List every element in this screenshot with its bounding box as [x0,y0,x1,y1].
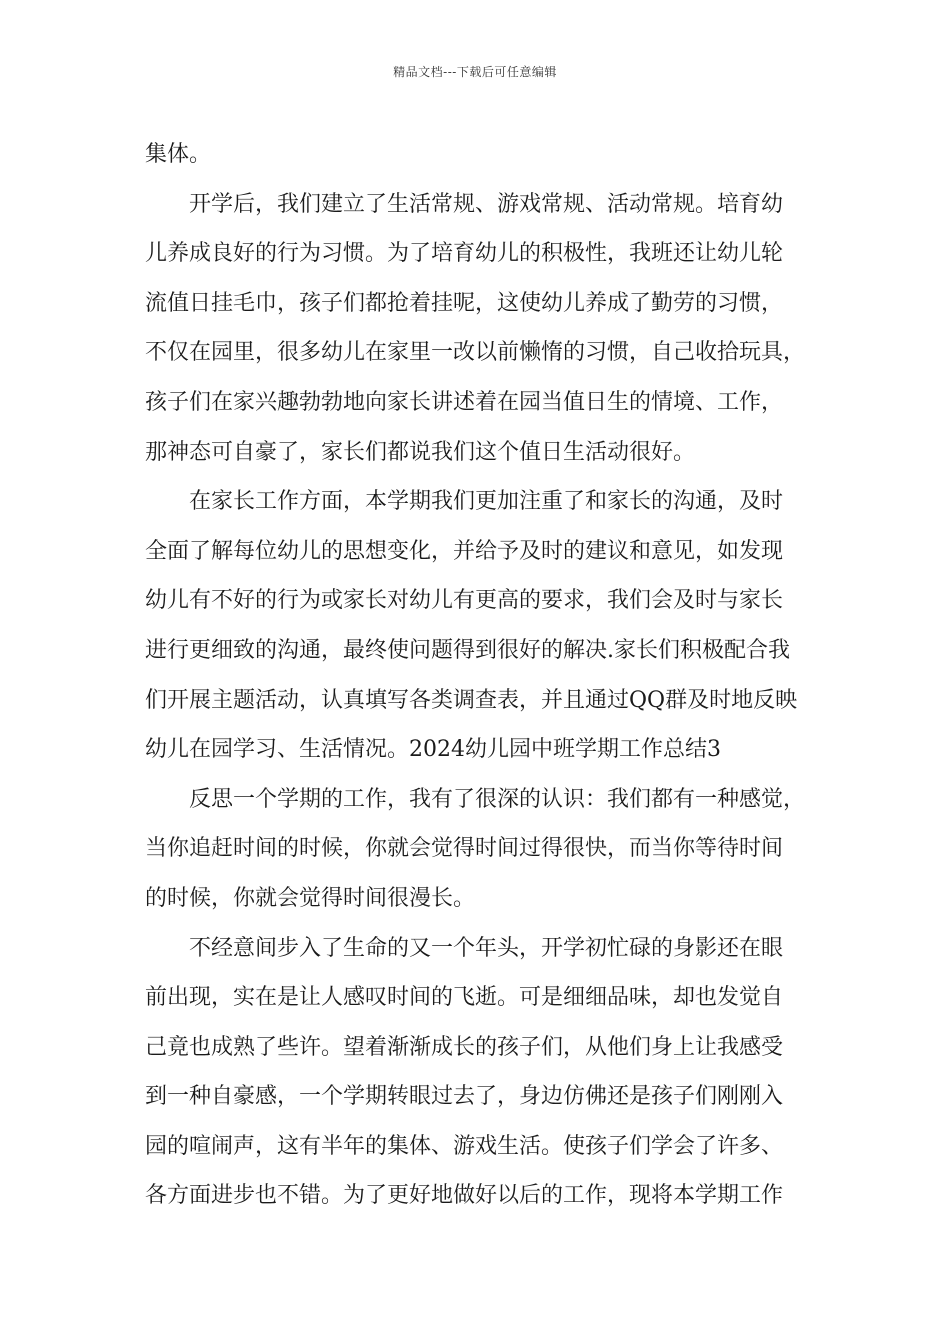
text-line: 集体。 [145,142,212,167]
text-line: 幼儿在园学习、生活情况。2024幼儿园中班学期工作总结3 [145,737,721,763]
paragraph-start-line: 开学后，我们建立了生活常规、游戏常规、活动常规。培育幼 [189,191,784,217]
text-line: 幼儿有不好的行为或家长对幼儿有更高的要求，我们会及时与家长 [145,588,784,614]
page-header: 精品文档---下载后可任意编辑 [393,65,557,79]
text-line: 流值日挂毛巾，孩子们都抢着挂呢，这使幼儿养成了勤劳的习惯， [145,290,784,316]
text-line: 全面了解每位幼儿的思想变化，并给予及时的建议和意见，如发现 [145,538,784,564]
text-line: 到一种自豪感，一个学期转眼过去了，身边仿佛还是孩子们刚刚入 [145,1084,784,1110]
text-line: 那神态可自豪了，家长们都说我们这个值日生活动很好。 [145,439,696,465]
paragraph-start-line: 在家长工作方面，本学期我们更加注重了和家长的沟通，及时 [189,489,784,515]
text-line: 己竟也成熟了些许。望着渐渐成长的孩子们，从他们身上让我感受 [145,1034,784,1060]
text-line: 的时候，你就会觉得时间很漫长。 [145,885,476,911]
paragraph-start-line: 反思一个学期的工作，我有了很深的认识：我们都有一种感觉， [189,786,806,812]
text-line: 不仅在园里，很多幼儿在家里一改以前懒惰的习惯，自己收拾玩具， [145,340,806,366]
text-line: 孩子们在家兴趣勃勃地向家长讲述着在园当值日生的情境、工作， [145,389,784,415]
document-body [145,130,825,1221]
text-line: 们开展主题活动，认真填写各类调查表，并且通过QQ群及时地反映 [145,687,798,713]
text-line: 各方面进步也不错。为了更好地做好以后的工作，现将本学期工作 [145,1183,784,1209]
text-line: 当你追赶时间的时候，你就会觉得时间过得很快，而当你等待时间 [145,836,784,862]
text-line: 儿养成良好的行为习惯。为了培育幼儿的积极性，我班还让幼儿轮 [145,241,784,267]
paragraph-start-line: 不经意间步入了生命的又一个年头，开学初忙碌的身影还在眼 [189,935,784,961]
text-line: 园的喧闹声，这有半年的集体、游戏生活。使孩子们学会了许多、 [145,1133,784,1159]
text-line: 进行更细致的沟通，最终使问题得到很好的解决.家长们积极配合我 [145,637,790,663]
text-line: 前出现，实在是让人感叹时间的飞逝。可是细细品味，却也发觉自 [145,985,784,1011]
